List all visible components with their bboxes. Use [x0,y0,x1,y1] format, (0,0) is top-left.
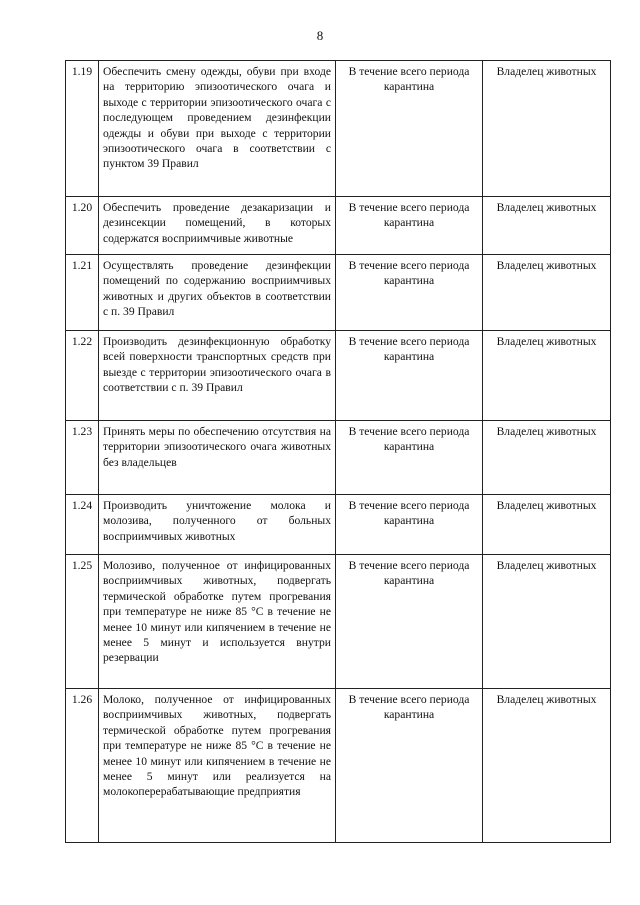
measure-text: Молозиво, полученное от инфицированных восприимчивых животных, подвергать термической обработке путем прогревания при температуре не ниже 85 °С в течение не менее 10 минут или кипячением в течение не менее 5 минут и используется внутри резервации [99,555,336,689]
term-text: В течение всего периода карантина [336,197,483,255]
measure-text: Осуществлять проведение дезинфекции помещений по содержанию восприимчивых животных и других объектов в соответствии с п. 39 Правил [99,255,336,331]
term-text: В течение всего периода карантина [336,495,483,555]
responsible-text: Владелец животных [483,689,611,843]
table-row [66,331,611,421]
term-text: В течение всего периода карантина [336,331,483,421]
term-text: В течение всего периода карантина [336,421,483,495]
responsible-text: Владелец животных [483,421,611,495]
measure-text: Обеспечить проведение дезакаризации и дезинсекции помещений, в которых содержатся восприимчивые животные [99,197,336,255]
table-row [66,255,611,331]
responsible-text: Владелец животных [483,555,611,689]
term-text: В течение всего периода карантина [336,61,483,197]
term-text: В течение всего периода карантина [336,689,483,843]
row-number: 1.21 [66,255,99,331]
table-row [66,421,611,495]
measure-text: Производить дезинфекционную обработку всей поверхности транспортных средств при выезде с территории эпизоотического очага в соответствии с п. 39 Правил [99,331,336,421]
responsible-text: Владелец животных [483,61,611,197]
row-number: 1.26 [66,689,99,843]
responsible-text: Владелец животных [483,495,611,555]
table-row [66,689,611,843]
measures-table [65,60,611,843]
row-number: 1.25 [66,555,99,689]
measure-text: Молоко, полученное от инфицированных восприимчивых животных, подвергать термической обработке путем прогревания при температуре не ниже 85 °С в течение не менее 10 минут или кипячением в течение не менее 5 минут или реализуется на молокоперерабатывающие предприятия [99,689,336,843]
term-text: В течение всего периода карантина [336,555,483,689]
term-text: В течение всего периода карантина [336,255,483,331]
table-row [66,61,611,197]
table-row [66,495,611,555]
measure-text: Принять меры по обеспечению отсутствия на территории эпизоотического очага животных без владельцев [99,421,336,495]
row-number: 1.23 [66,421,99,495]
responsible-text: Владелец животных [483,331,611,421]
row-number: 1.19 [66,61,99,197]
row-number: 1.24 [66,495,99,555]
responsible-text: Владелец животных [483,197,611,255]
table-row [66,197,611,255]
row-number: 1.22 [66,331,99,421]
page-number: 8 [316,28,324,43]
row-number: 1.20 [66,197,99,255]
measure-text: Обеспечить смену одежды, обуви при входе на территорию эпизоотического очага и выходе с территории эпизоотического очага с последующем проведением дезинфекции одежды и обуви при выходе с территории эпизоотического очага в соответствии с пунктом 39 Правил [99,61,336,197]
table-row [66,555,611,689]
responsible-text: Владелец животных [483,255,611,331]
measure-text: Производить уничтожение молока и молозива, полученного от больных восприимчивых животных [99,495,336,555]
